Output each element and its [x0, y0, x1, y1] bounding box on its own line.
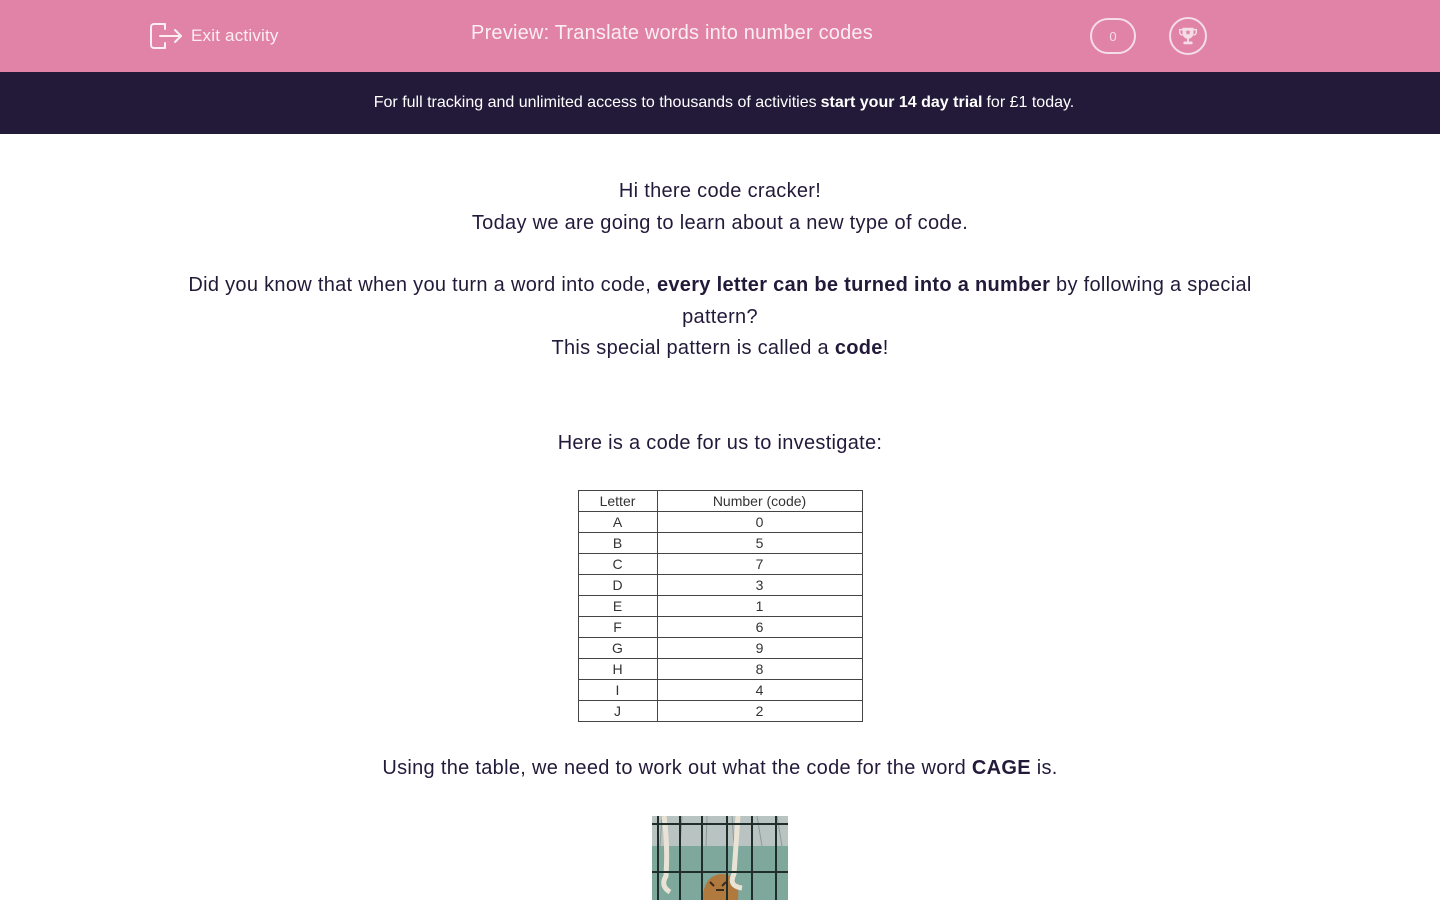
- score-badge: 0: [1090, 18, 1136, 54]
- column-header-letter: Letter: [578, 491, 657, 512]
- code-table: [578, 490, 863, 722]
- table-row: J 2: [578, 701, 862, 722]
- table-row: F 6: [578, 617, 862, 638]
- trophy-button[interactable]: [1169, 17, 1207, 55]
- table-row: B 5: [578, 533, 862, 554]
- exit-label: Exit activity: [191, 26, 279, 45]
- greeting: Hi there code cracker!: [618, 180, 822, 202]
- table-row: H 8: [578, 659, 862, 680]
- banner-text: For full tracking and unlimited access to thousands of activities: [373, 94, 817, 111]
- top-bar: [0, 0, 1440, 72]
- investigate-prompt: Here is a code for us to investigate:: [557, 431, 883, 454]
- tiger-cage-image: [652, 816, 788, 900]
- table-row: A 0: [578, 512, 862, 533]
- table-row: D 3: [578, 575, 862, 596]
- tiger-in-cage-photo-icon: [652, 816, 788, 900]
- explanation-paragraph: Did you know that when you turn a word into code, every letter can be turned into a number by following a special pattern?: [188, 274, 1252, 328]
- trial-link[interactable]: start your 14 day trial: [820, 94, 983, 111]
- intro-line: Today we are going to learn about a new type of code.: [471, 211, 969, 234]
- code-definition: This special pattern is called a code!: [551, 337, 889, 359]
- table-row: G 9: [578, 638, 862, 659]
- table-row: E 1: [578, 596, 862, 617]
- banner-text-end: for £1 today.: [986, 94, 1075, 111]
- activity-title: Preview: Translate words into number codes: [471, 22, 873, 44]
- emphasis-text: every letter can be turned into a number: [656, 274, 1051, 296]
- table-row: I 4: [578, 680, 862, 701]
- table-row: C 7: [578, 554, 862, 575]
- trophy-icon: [1177, 25, 1199, 47]
- activity-content: [150, 176, 1290, 785]
- target-word: CAGE: [971, 757, 1031, 779]
- trial-banner: [0, 72, 1440, 134]
- column-header-number: Number (code): [657, 491, 862, 512]
- task-prompt: Using the table, we need to work out what the code for the word CAGE is.: [382, 757, 1058, 779]
